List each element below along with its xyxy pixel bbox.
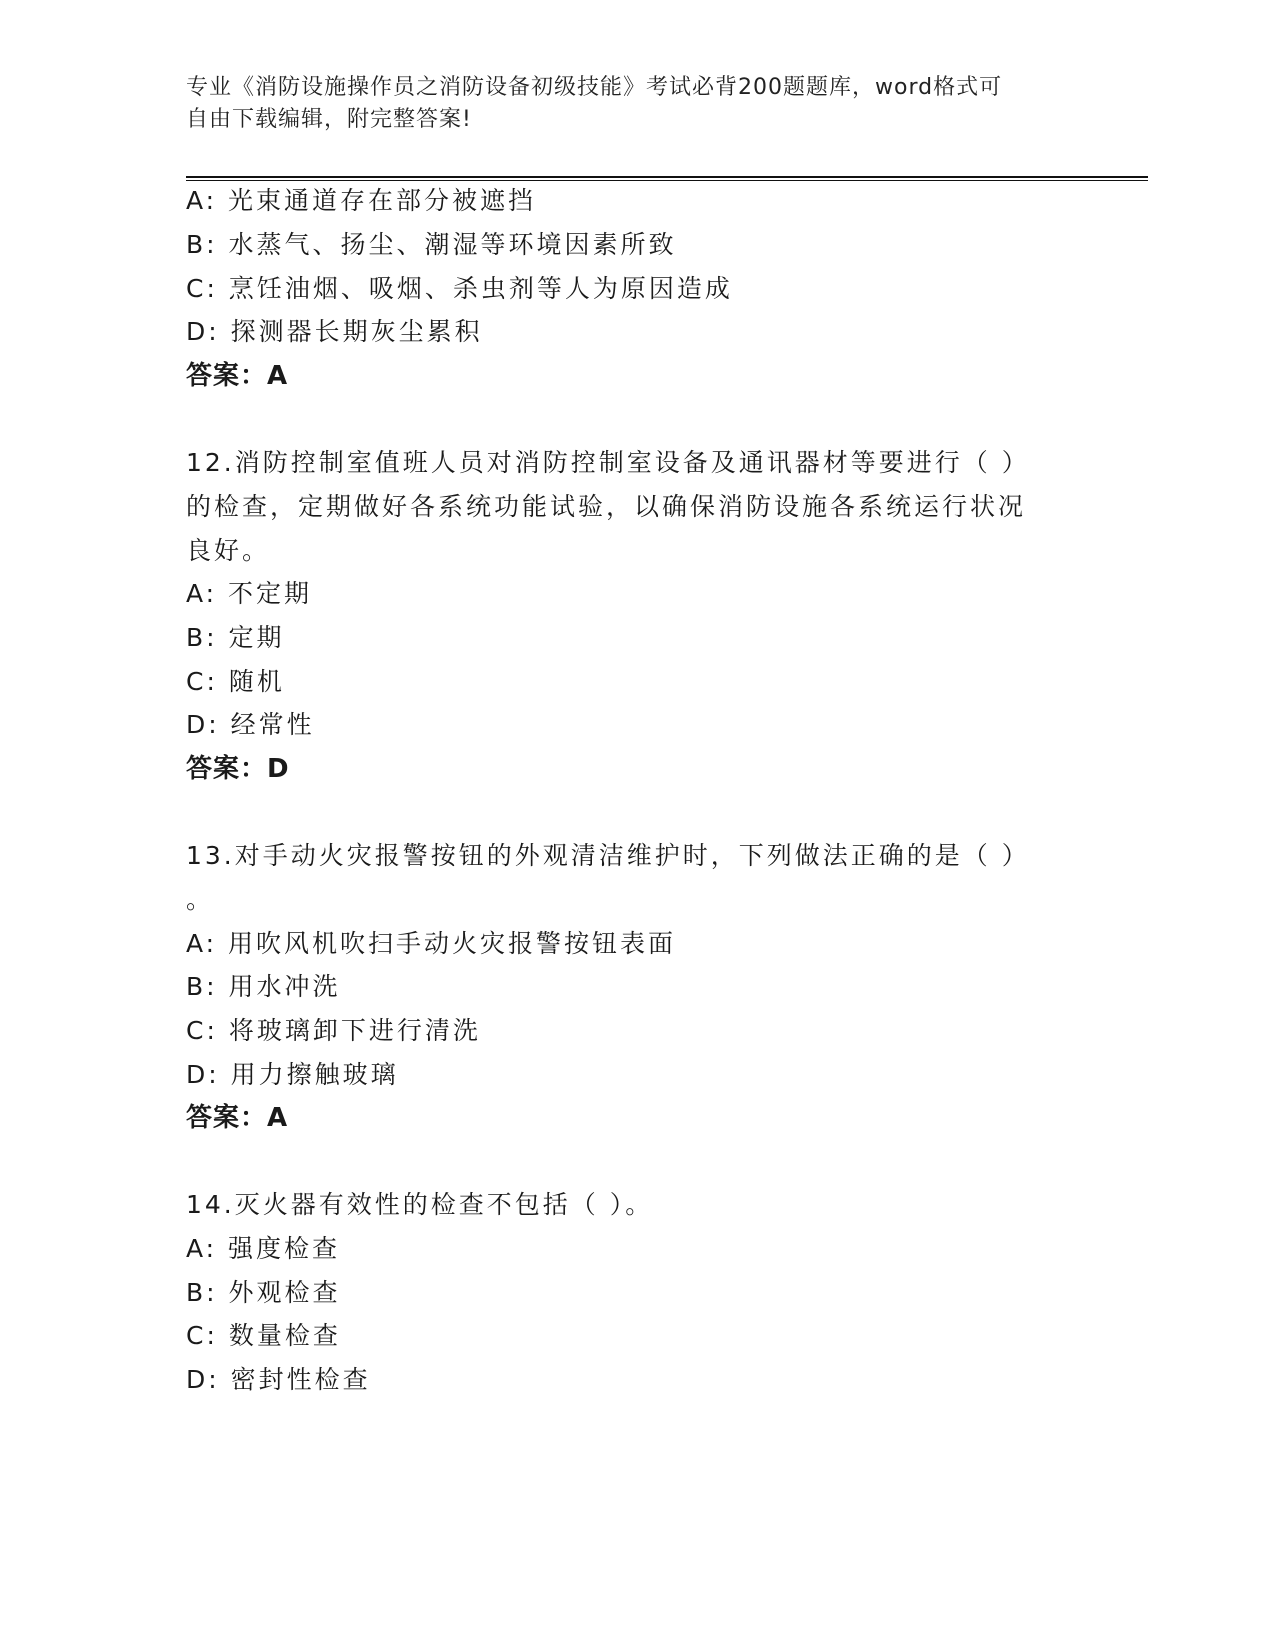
option-a: A: 不定期 [186, 579, 313, 608]
option-a: A: 强度检查 [186, 1234, 341, 1263]
option-b: B: 用水冲洗 [186, 972, 341, 1001]
option-d: D: 用力擦触玻璃 [186, 1060, 399, 1089]
header-title-line-2: 自由下载编辑，附完整答案! [186, 107, 472, 132]
question-stem-line-1: 14.灭火器有效性的检查不包括（ ）。 [186, 1190, 654, 1219]
header-divider [186, 176, 1148, 181]
question-stem-line-3: 良好。 [186, 536, 271, 565]
header-title-line-1: 专业《消防设施操作员之消防设备初级技能》考试必背200题题库，word格式可 [186, 75, 1003, 100]
option-a: A: 用吹风机吹扫手动火灾报警按钮表面 [186, 929, 677, 958]
option-b: B: 定期 [186, 623, 285, 652]
question-stem-line-2: 。 [186, 885, 215, 914]
option-c: C: 随机 [186, 667, 285, 696]
question-stem-line-1: 13.对手动火灾报警按钮的外观清洁维护时，下列做法正确的是（ ） [186, 841, 1030, 870]
option-a: A: 光束通道存在部分被遮挡 [186, 186, 537, 215]
answer-label: 答案：A [186, 1103, 289, 1133]
option-b: B: 水蒸气、扬尘、潮湿等环境因素所致 [186, 230, 677, 259]
question-stem-line-2: 的检查，定期做好各系统功能试验，以确保消防设施各系统运行状况 [186, 492, 1027, 521]
option-c: C: 数量检查 [186, 1321, 341, 1350]
option-d: D: 探测器长期灰尘累积 [186, 317, 483, 346]
option-c: C: 烹饪油烟、吸烟、杀虫剂等人为原因造成 [186, 274, 733, 303]
document-header [186, 72, 1066, 136]
question-stem-line-1: 12.消防控制室值班人员对消防控制室设备及通讯器材等要进行（ ） [186, 448, 1030, 477]
answer-label: 答案：D [186, 754, 290, 784]
option-d: D: 经常性 [186, 710, 315, 739]
option-b: B: 外观检查 [186, 1278, 341, 1307]
option-d: D: 密封性检查 [186, 1365, 371, 1394]
answer-label: 答案：A [186, 361, 289, 391]
option-c: C: 将玻璃卸下进行清洗 [186, 1016, 481, 1045]
